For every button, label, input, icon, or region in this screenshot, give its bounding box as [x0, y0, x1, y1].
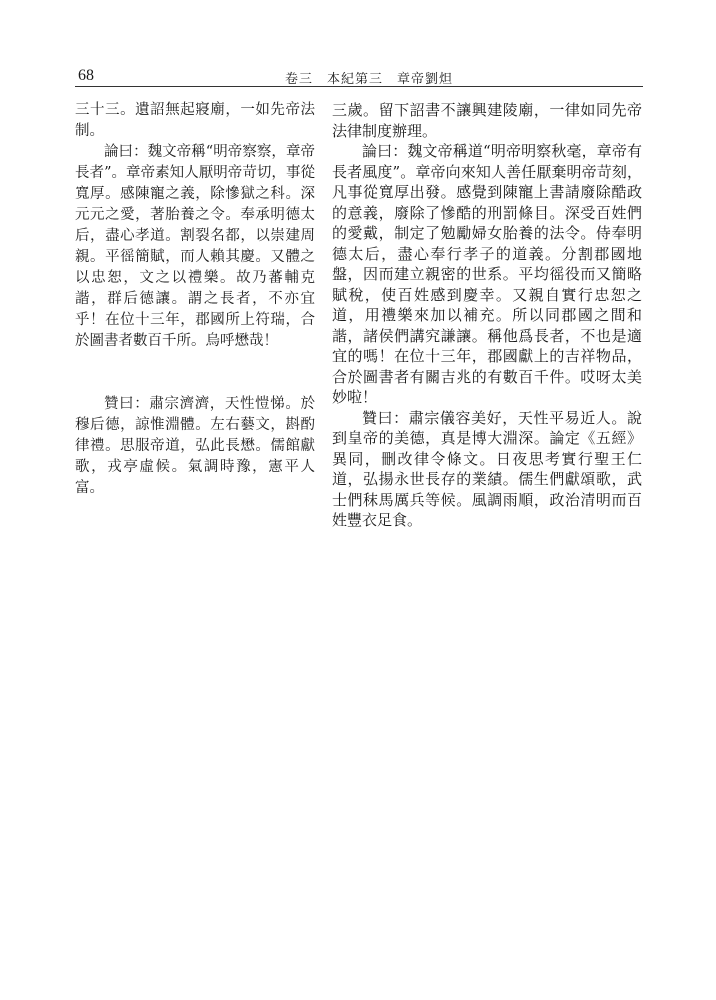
- closing-line-translation: 三歲。留下詔書不讓興建陵廟，一律如同先帝法律制度辦理。: [332, 101, 642, 140]
- closing-line: 三十三。遺詔無起寢廟，一如先帝法制。: [75, 102, 315, 139]
- lun-commentary: 論曰：魏文帝稱“明帝察察，章帝長者”。章帝素知人厭明帝苛切，事從寬厚。感陳寵之義，除慘獄之科。深元元之愛，著胎養之令。奉承明德太后，盡心孝道。割裂名都，以崇建周親。平徭簡賦，而人賴其慶。又體之以忠恕，文之以禮樂。故乃蕃輔克諧，群后德讓。謂之長者，不亦宜乎！在位十三年，郡國所上符瑞，合於圖書者數百千所。烏呼懋哉！: [75, 144, 315, 349]
- page-number: 68: [78, 67, 94, 84]
- classical-text-column: [75, 100, 315, 499]
- lun-commentary-translation: 論曰：魏文帝稱道“明帝明察秋毫，章帝有長者風度”。章帝向來知人善任厭棄明帝苛刻，凡事從寬厚出發。感覺到陳寵上書請廢除酷政的意義，廢除了慘酷的刑罰條目。深受百姓們的愛戴，制定了勉勵婦女胎養的法令。侍奉明德太后，盡心奉行孝子的道義。分割郡國地盤，因而建立親密的世系。平均徭役而又簡略賦稅，使百姓感到慶幸。又親自實行忠恕之道，用禮樂來加以補充。所以同郡國之間和諧，諸侯們講究謙讓。稱他爲長者，不也是適宜的嗎！在位十三年，郡國獻上的吉祥物品，合於圖書者有關吉兆的有數百千件。哎呀太美妙啦！: [332, 142, 642, 406]
- translation-column: [332, 100, 642, 531]
- header-rule: [75, 86, 643, 87]
- running-head: 卷三 本紀第三 章帝劉炟: [285, 72, 454, 87]
- zan-eulogy: 贊曰：肅宗濟濟，天性愷悌。於穆后德，諒惟淵體。左右藝文，斟酌律禮。思服帝道，弘此長懋。儒館獻歌，戎亭虛候。氣調時豫，憲平人富。: [75, 396, 315, 496]
- paragraph-gap: [75, 352, 315, 394]
- zan-eulogy-translation: 贊曰：肅宗儀容美好，天性平易近人。說到皇帝的美德，真是博大淵深。論定《五經》異同，刪改律令條文。日夜思考實行聖王仁道，弘揚永世長存的業績。儒生們獻頌歌，武士們秣馬厲兵等候。風調雨順，政治清明而百姓豐衣足食。: [332, 408, 642, 529]
